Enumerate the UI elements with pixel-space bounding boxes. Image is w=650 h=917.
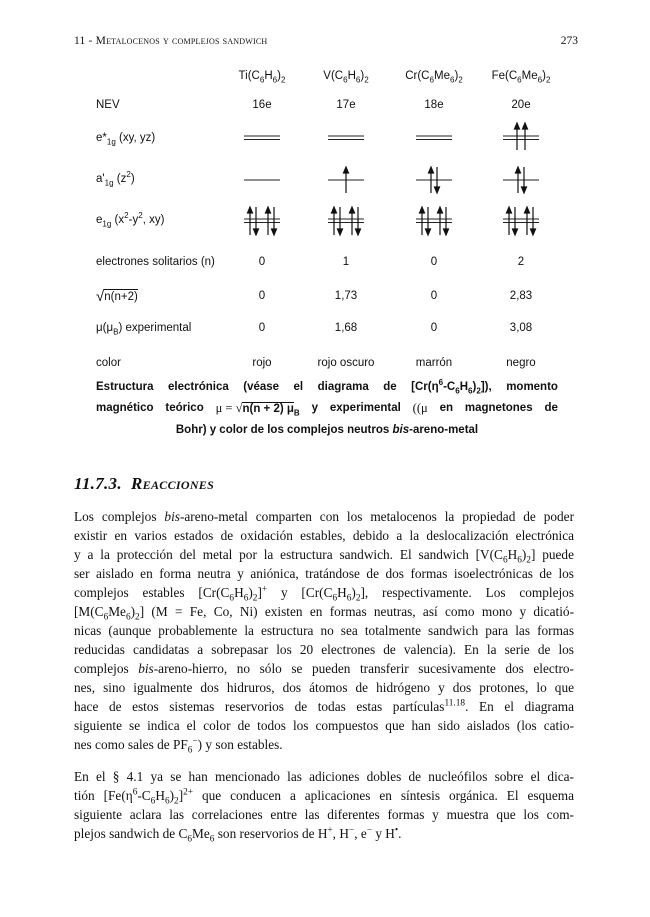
spin-only-cr: 0 [430,290,438,302]
caption-line-1: Estructura electrónica (véase el diagrama de $[Cr(\eta^6-C_6H_6)_2]$), momento [96,378,558,396]
eg-star-level-fe [503,122,539,154]
row-label-mu-exp: $\mu(\mu_B)$ experimental [96,322,192,337]
spin-only-ti: 0 [258,290,266,302]
row-label-eg-star: $e*_{1g}$ (xy, yz) [96,132,156,147]
page-number: 273 [560,35,578,47]
p1-line: complejos bis-areno-hierro, no sólo se pueden transferir sucesivamente dos electro- [74,661,574,676]
a1g-level-v [328,165,364,195]
nev-cr: 18e [424,99,444,111]
a1g-level-fe [503,165,539,195]
nev-ti: 16e [252,99,272,111]
sqrt-radicand: n(n+2) [104,291,138,303]
color-v: rojo oscuro [317,357,375,369]
unpaired-cr: 0 [430,256,438,268]
section-title: Reacciones [131,474,215,493]
p1-line: existir en varios estados de oxidación estables, debido a la deslocalización electrónica [74,528,574,543]
row-label-a1g: $a'_{1g}$ $(z^2)$ [96,170,135,188]
spin-only-fe: 2,83 [509,290,533,302]
running-header [74,35,578,47]
col-header-cr: $Cr(C_6Me_6)_2$ [405,70,463,85]
chapter-title: 11 - Metalocenos y complejos sandwich [74,35,268,47]
eg-star-level-ti [244,128,280,148]
section-number: 11.7.3. [74,474,122,493]
e1g-level-v [328,205,364,237]
p1-line: nes como sales de $PF_6^-$) y son estables. [74,736,283,756]
p1-line: siguiente se indica el color de todos los compuestos que han sido aislados (los catio- [74,718,574,733]
nev-v: 17e [336,99,356,111]
p1-line: reducidas candidatas a sobrepasar los 20 electrones de valencia). En la serie de los [74,642,574,657]
row-label-nev: NEV [96,99,120,111]
p1-line: hace de estos sistemas reservorios de todas estas partículas$^{11.18}$. En el diagrama [74,698,574,714]
p1-line: y a la protección del metal por la estructura sandwich. El sandwich $[V(C_6H_6)_2]$ puede [74,547,574,566]
row-label-color: color [96,357,121,369]
p2-line: En el § 4.1 ya se han mencionado las adiciones dobles de nucleófilos sobre el dica- [74,769,574,784]
col-header-v: $V(C_6H_6)_2$ [323,70,369,85]
row-label-e1g: $e_{1g}$ ($x^2-y^2$, xy) [96,211,165,229]
mu-exp-ti: 0 [258,322,266,334]
e1g-level-ti [244,205,280,237]
p1-line: ser aislado en forma neutra y aniónica, tratándose de dos formas isoelectrónicas de los [74,566,574,581]
col-header-fe: $Fe(C_6Me_6)_2$ [491,70,551,85]
row-label-unpaired: electrones solitarios (n) [96,256,215,268]
eg-star-level-v [328,128,364,148]
paragraph-2 [74,767,574,843]
p1-line: nicas (aunque probablemente la estructura no sea totalmente sandwich para las formas [74,623,574,638]
section-heading [74,474,214,494]
sqrt-sign: √ [96,288,105,305]
p2-line: siguiente aclara las correlaciones entre las diferentes formas y muestra que los com- [74,807,574,822]
row-label-spin-only [96,287,138,304]
color-cr: marrón [415,357,453,369]
color-fe: negro [506,357,536,369]
caption-sqrt-sign: √ [235,401,243,415]
mu-exp-v: 1,68 [334,322,358,334]
color-ti: rojo [252,357,272,369]
p1-line: Los complejos bis-areno-metal comparten con los metalocenos la propiedad de poder [74,509,574,524]
table-caption [96,377,558,441]
mu-exp-cr: 0 [430,322,438,334]
unpaired-ti: 0 [258,256,266,268]
p1-line: complejos estables $[Cr(C_6H_6)_2]^+$ y $[Cr(C_6H_6)_2]$, respectivamente. Los complejos [74,584,574,604]
p1-line: $[M(C_6Me_6)_2] (M = Fe$, Co, Ni) existen en formas neutras, así como mono y dicatió- [74,604,574,623]
unpaired-v: 1 [342,256,350,268]
unpaired-fe: 2 [517,256,525,268]
e1g-level-cr [416,205,452,237]
p2-line: plejos sandwich de $C_6Me_6$ son reservorios de H+, H−, e− y H•. [74,825,402,845]
caption-line-3: Bohr) y color de los complejos neutros bis-areno-metal [175,424,479,436]
spin-only-v: 1,73 [334,290,358,302]
p1-line: nes, sino igualmente dos hidruros, dos átomos de hidrógeno y dos protones, lo que [74,680,574,695]
e1g-level-fe [503,205,539,237]
caption-line-2: magnético teórico μ = √n(n + 2) $\mu_B$ y experimental ((μ en magnetones de [96,401,558,418]
mu-exp-fe: 3,08 [509,322,533,334]
paragraph-1 [74,507,574,754]
a1g-level-ti [244,165,280,195]
p2-line: tión $[Fe(\eta^6-C_6H_6)_2]^{2+}$ que conducen a aplicaciones en síntesis orgánica. El esquema [74,787,574,807]
eg-star-level-cr [416,128,452,148]
nev-fe: 20e [511,99,531,111]
col-header-ti: $Ti(C_6H_6)_2$ [238,70,286,85]
a1g-level-cr [416,165,452,195]
